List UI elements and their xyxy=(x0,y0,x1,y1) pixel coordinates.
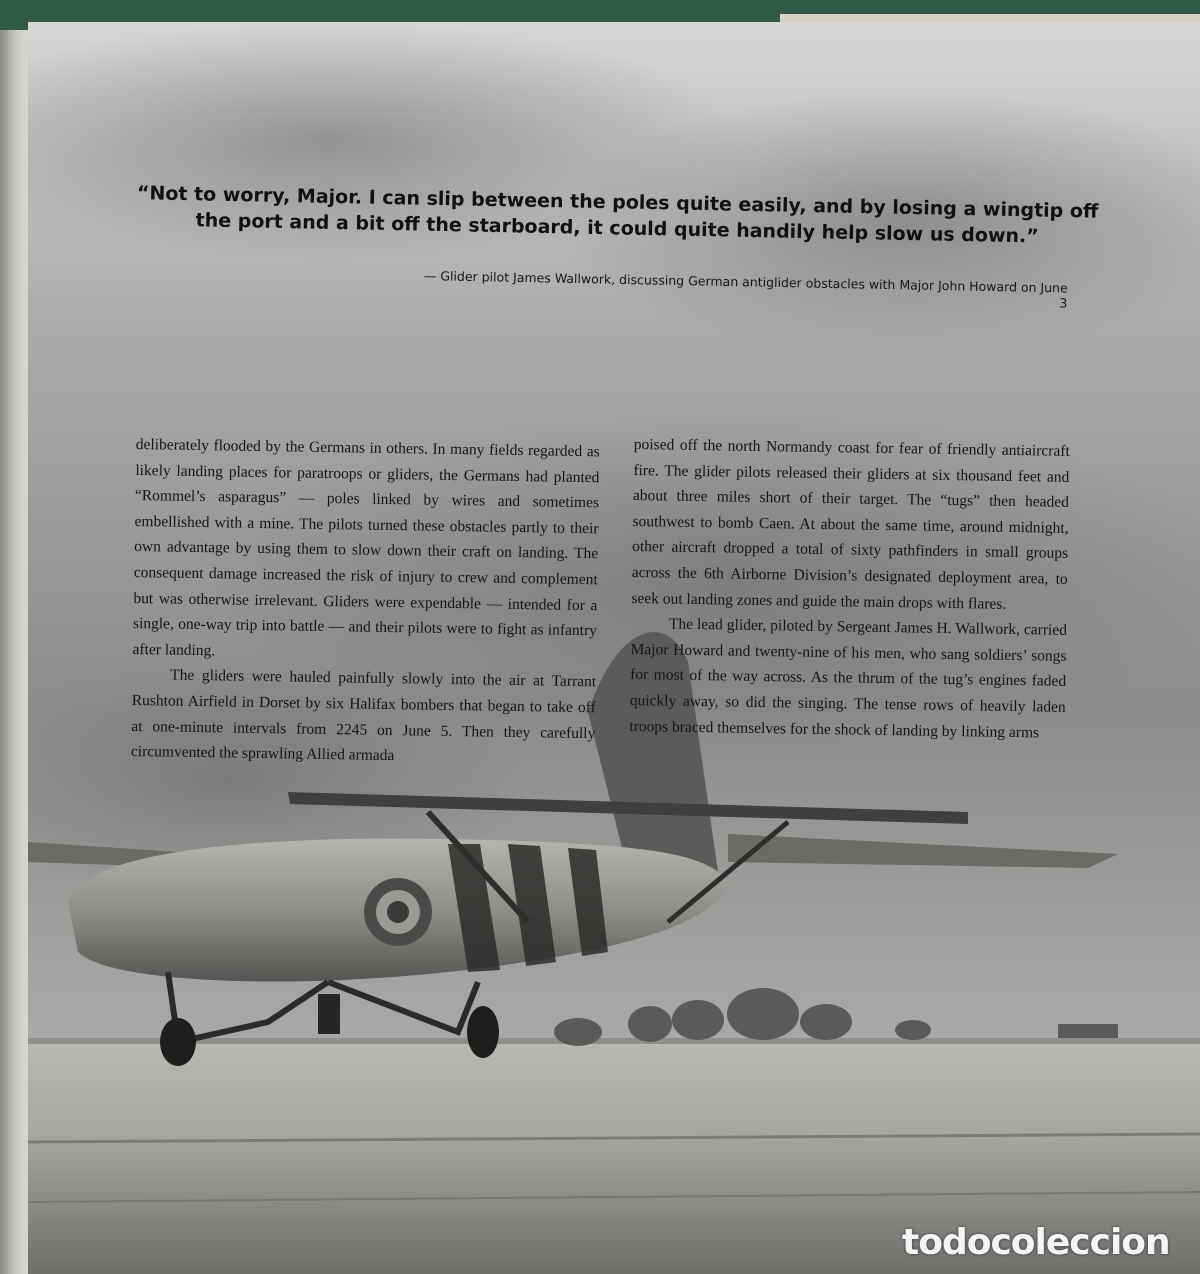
book-page xyxy=(28,22,1200,1274)
text-column-left xyxy=(131,432,600,772)
paragraph: The gliders were hauled painfully slowly into the air at Tarrant Rushton Airfield in Dorset by six Halifax bombers that began to take off at one-minute intervals from 2245 on June 5. Then they carefully circumvented the sprawling Allied armada xyxy=(130,666,597,765)
paragraph: poised off the north Normandy coast for fear of friendly antiaircraft fire. The glider pilots released their gliders at six thousand feet and about three miles short of their target. The “tugs” then headed southwest to bomb Caen. At about the same time, around midnight, other aircraft dropped a total of sixty pathfinders in small groups across the 6th Airborne Division’s designated deployment area, to seek out landing zones and guide the main drops with flares. xyxy=(631,435,1070,613)
paragraph: The lead glider, piloted by Sergeant James H. Wallwork, carried Major Howard and twenty-nine of his men, who sang soldiers’ songs for most of the way across. As the thrum of the tug’s engines faded quickly away, so did the singing. The tense rows of heavily laden troops braced themselves for the shock of landing by linking arms xyxy=(629,615,1068,741)
watermark-logo: todocoleccion xyxy=(902,1222,1170,1263)
text-column-right xyxy=(629,432,1070,746)
quote-attribution: — Glider pilot James Wallwork, discussing German antiglider obstacles with Major John Howard on June 3 xyxy=(423,268,1068,311)
paragraph: deliberately flooded by the Germans in others. In many fields regarded as likely landing places for paratroops or gliders, the Germans had planted “Rommel’s asparagus” — poles linked by wires and sometimes embellished with a mine. The pilots turned these obstacles partly to their own advantage by using them to slow down their craft on landing. The consequent damage increased the risk of injury to crew and complement but was otherwise irrelevant. Gliders were expendable — intended for a single, one-way trip into battle — and their pilots were to fight as infantry after landing. xyxy=(132,435,600,660)
pull-quote: “Not to worry, Major. I can slip between the poles quite easily, and by losing a wingtip off the port and a bit off the starboard, it could quite handily help slow us down.” xyxy=(136,182,1099,248)
